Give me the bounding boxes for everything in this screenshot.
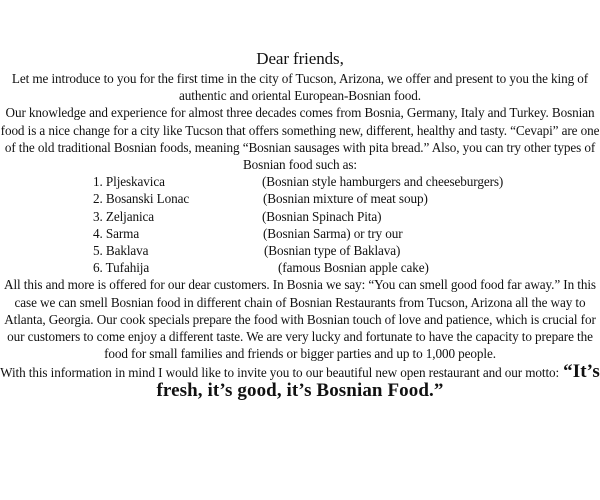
motto: “It’s fresh, it’s good, it’s Bosnian Food.” [156, 361, 600, 401]
letter [0, 48, 600, 400]
closing-text: With this information in mind I would like to invite you to our beautiful new open restaurant and our motto: [0, 365, 560, 381]
food-item-description: (Bosnian mixture of meat soup) [263, 191, 428, 207]
customers-paragraph: All this and more is offered for our dear customers. In Bosnia we say: “You can smell good food far away.” In this case we can smell Bosnian food in different chain of Bosnian Restaurants from Tucson, Arizona all the way to Atlanta, Georgia. Our cook specials prepare the food with Bosnian touch of love and patience, which is crucial for our customers to come enjoy a different taste. We are very lucky and fortunate to have the capacity to prepare the food for small families and friends or bigger parties and up to 1,000 people. [4, 277, 596, 362]
food-item-label: Pljeskavica [105, 174, 165, 190]
food-item [0, 225, 600, 242]
intro-paragraph: Let me introduce to you for the first time in the city of Tucson, Arizona, we offer and present to you the king of authentic and oriental European-Bosnian food. [11, 71, 589, 104]
food-item-label: Baklava [105, 242, 149, 258]
food-item [0, 242, 600, 259]
food-item-label: Zeljanica [105, 208, 155, 224]
food-item-label: Bosanski Lonac [105, 191, 190, 207]
food-item-description: (famous Bosnian apple cake) [278, 260, 429, 276]
food-item-description: (Bosnian Spinach Pita) [262, 208, 382, 224]
food-item-number: 6. [93, 260, 103, 276]
greeting: Dear friends, [256, 49, 344, 68]
food-item-description: (Bosnian style hamburgers and cheeseburgers) [262, 174, 504, 190]
food-item-name [93, 173, 165, 190]
food-item-number: 3. [93, 208, 103, 224]
food-item [0, 190, 600, 207]
food-item-label: Tufahija [105, 260, 150, 276]
food-item-number: 4. [93, 225, 103, 241]
food-item [0, 173, 600, 190]
food-list [0, 173, 600, 276]
food-item-name [93, 242, 148, 259]
food-item-number: 1. [93, 174, 103, 190]
food-item-description: (Bosnian type of Baklava) [264, 242, 401, 258]
experience-paragraph: Our knowledge and experience for almost three decades comes from Bosnia, Germany, Italy and Turkey. Bosnian food is a nice change for a city like Tucson that offers something new, different, healthy and tasty. “Cevapi” are one of the old traditional Bosnian foods, meaning “Bosnian sausages with pita bread.” Also, you can try other types of Bosnian food such as: [0, 105, 600, 173]
food-item-name [93, 259, 149, 276]
food-item-number: 5. [93, 242, 103, 258]
food-item-label: Sarma [105, 225, 140, 241]
food-item-number: 2. [93, 191, 103, 207]
closing-paragraph [0, 363, 600, 399]
food-item [0, 208, 600, 225]
food-item [0, 259, 600, 276]
food-item-name [93, 208, 154, 225]
food-item-name [93, 190, 189, 207]
food-item-description: (Bosnian Sarma) or try our [263, 225, 403, 241]
food-item-name [93, 225, 139, 242]
